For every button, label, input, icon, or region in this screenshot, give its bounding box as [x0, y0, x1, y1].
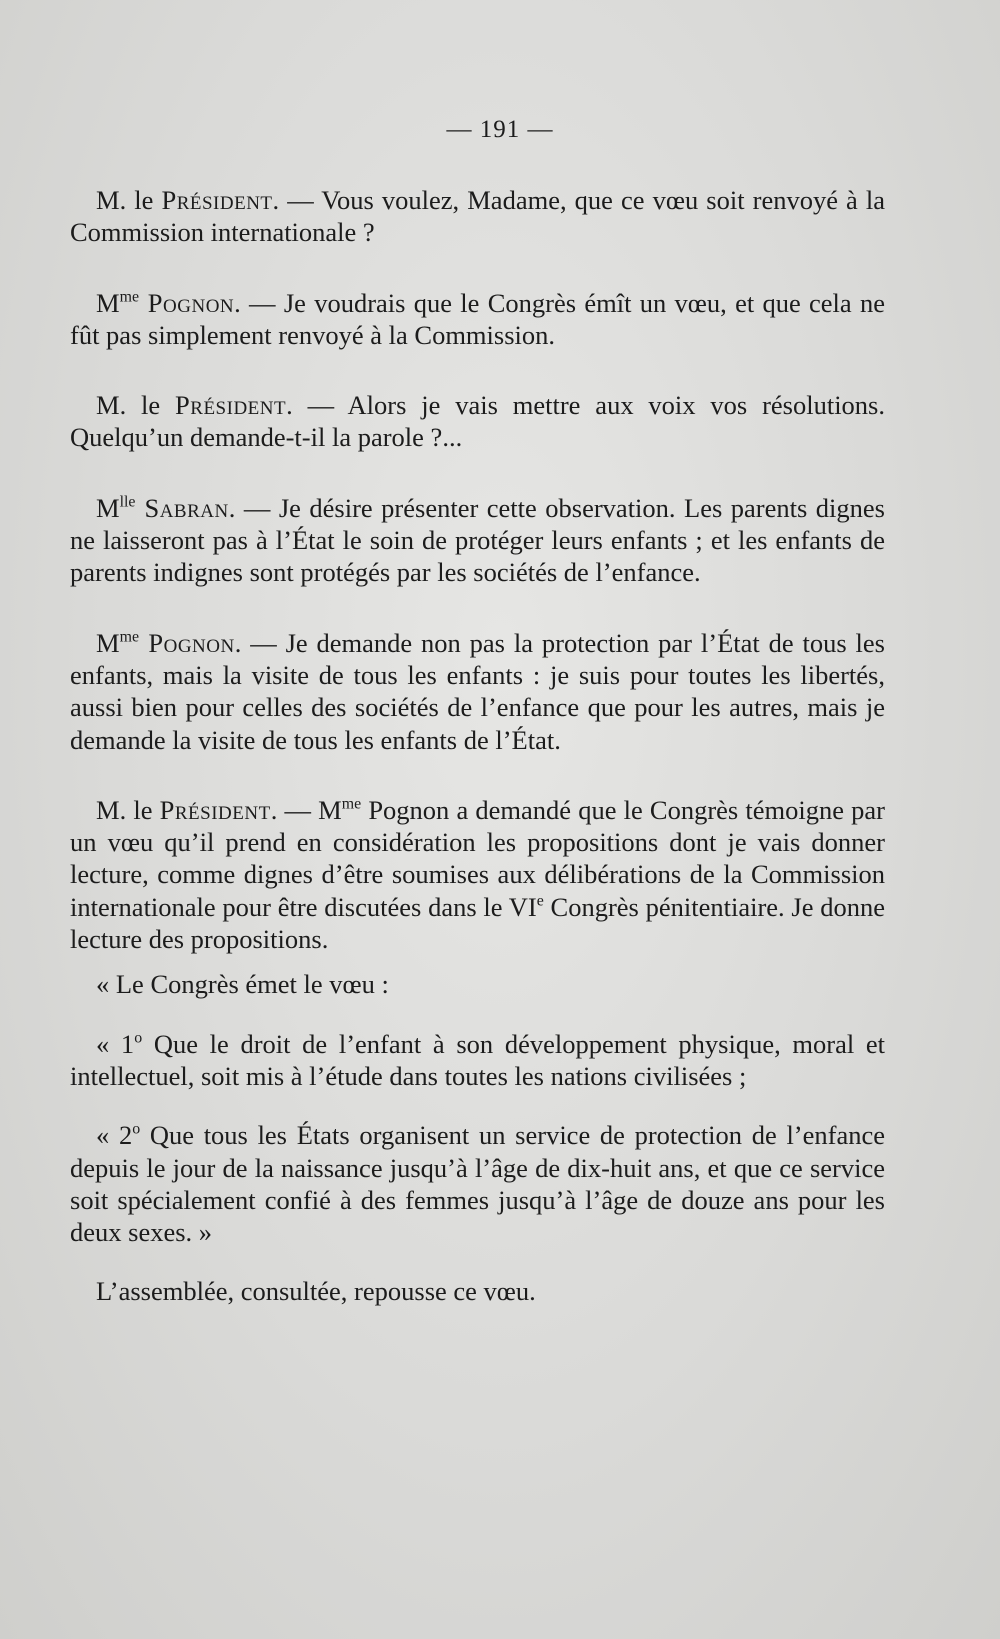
speaker-title-sup: me: [119, 288, 139, 306]
title-sup: me: [341, 795, 362, 813]
speaker-name: Sabran: [135, 492, 229, 523]
speaker-prefix: M: [96, 287, 120, 318]
ordinal-sup: o: [134, 1029, 143, 1047]
speaker-name: Pognon: [139, 627, 235, 658]
paragraph-president-2: [70, 389, 885, 454]
speaker-prefix: M: [96, 492, 120, 523]
speech-text: . — Alors je vais mettre aux voix vos résolutions. Quelqu’un demande-t-il la parole ?...: [70, 390, 885, 453]
speaker-prefix: M. le: [96, 390, 176, 421]
speaker-name: Président: [161, 185, 273, 215]
speaker-title-sup: me: [119, 628, 139, 646]
paragraph-president-3: [70, 794, 885, 955]
speech-text: . — M: [270, 794, 342, 825]
speech-text: Congrès pénitentiaire. Je donne lecture des propositions.: [70, 891, 885, 955]
body-text: [70, 184, 885, 1308]
speech-text: « Le Congrès émet le vœu :: [96, 969, 389, 1000]
paragraph-resolution-2: [70, 1119, 885, 1248]
speaker-prefix: M. le: [96, 185, 162, 215]
speaker-name: Pognon: [139, 287, 235, 318]
speech-text: . — Je demande non pas la protection par l’État de tous les enfants, mais la visite de tous les enfants : je suis pour toutes les libertés, aussi bien pour celles des sociétés de l’enfance que pour les autres, mais je demande la visite de tous les enfants de l’État.: [70, 627, 885, 755]
paragraph-resolution-intro: [70, 968, 885, 1000]
speech-text: Que le droit de l’enfant à son développement physique, moral et intellectuel, soit mis à l’étude dans toutes les nations civilisées ;: [70, 1028, 886, 1091]
page-number: — 191 —: [446, 116, 554, 143]
paragraph-assembly-decision: [70, 1275, 885, 1307]
speech-text: . — Je désire présenter cette observation. Les parents dignes ne laisseront pas à l’État le soin de protéger leurs enfants ; et les enfants de parents indignes sont protégés par les sociétés de l’enfance.: [70, 492, 885, 588]
speech-text: Pognon a demandé que le Congrès témoigne par un vœu qu’il prend en considération les propositions dont je vais donner lecture, comme dignes d’être soumises aux délibérations de la Commission internationale pour être discutées dans le VI: [70, 794, 885, 922]
speaker-prefix: M. le: [96, 794, 160, 825]
paragraph-president-1: [70, 184, 885, 249]
speech-text: . — Vous voulez, Madame, que ce vœu soit renvoyé à la Commission internationale ?: [70, 185, 885, 248]
speaker-name: Président: [175, 390, 287, 421]
speech-text: L’assemblée, consultée, repousse ce vœu.: [96, 1276, 536, 1307]
speech-text: « 2: [96, 1120, 133, 1151]
ordinal-sup: e: [536, 892, 544, 910]
paragraph-resolution-1: [70, 1028, 885, 1093]
speaker-title-sup: lle: [119, 493, 136, 511]
ordinal-sup: o: [132, 1120, 141, 1138]
paragraph-pognon-1: [70, 287, 885, 352]
speaker-name: Président: [159, 794, 271, 825]
speech-text: . — Je voudrais que le Congrès émît un vœu, et que cela ne fût pas simplement renvoyé à la Commission.: [70, 287, 885, 350]
speech-text: « 1: [96, 1028, 135, 1059]
speech-text: Que tous les États organisent un service de protection de l’enfance depuis le jour de la naissance jusqu’à l’âge de dix-huit ans, et que ce service soit spécialement confié à des femmes jusqu’à l’âge de douze ans pour les deux sexes. »: [70, 1120, 886, 1248]
paragraph-sabran: [70, 492, 885, 589]
paragraph-pognon-2: [70, 627, 885, 756]
speaker-prefix: M: [96, 627, 120, 658]
